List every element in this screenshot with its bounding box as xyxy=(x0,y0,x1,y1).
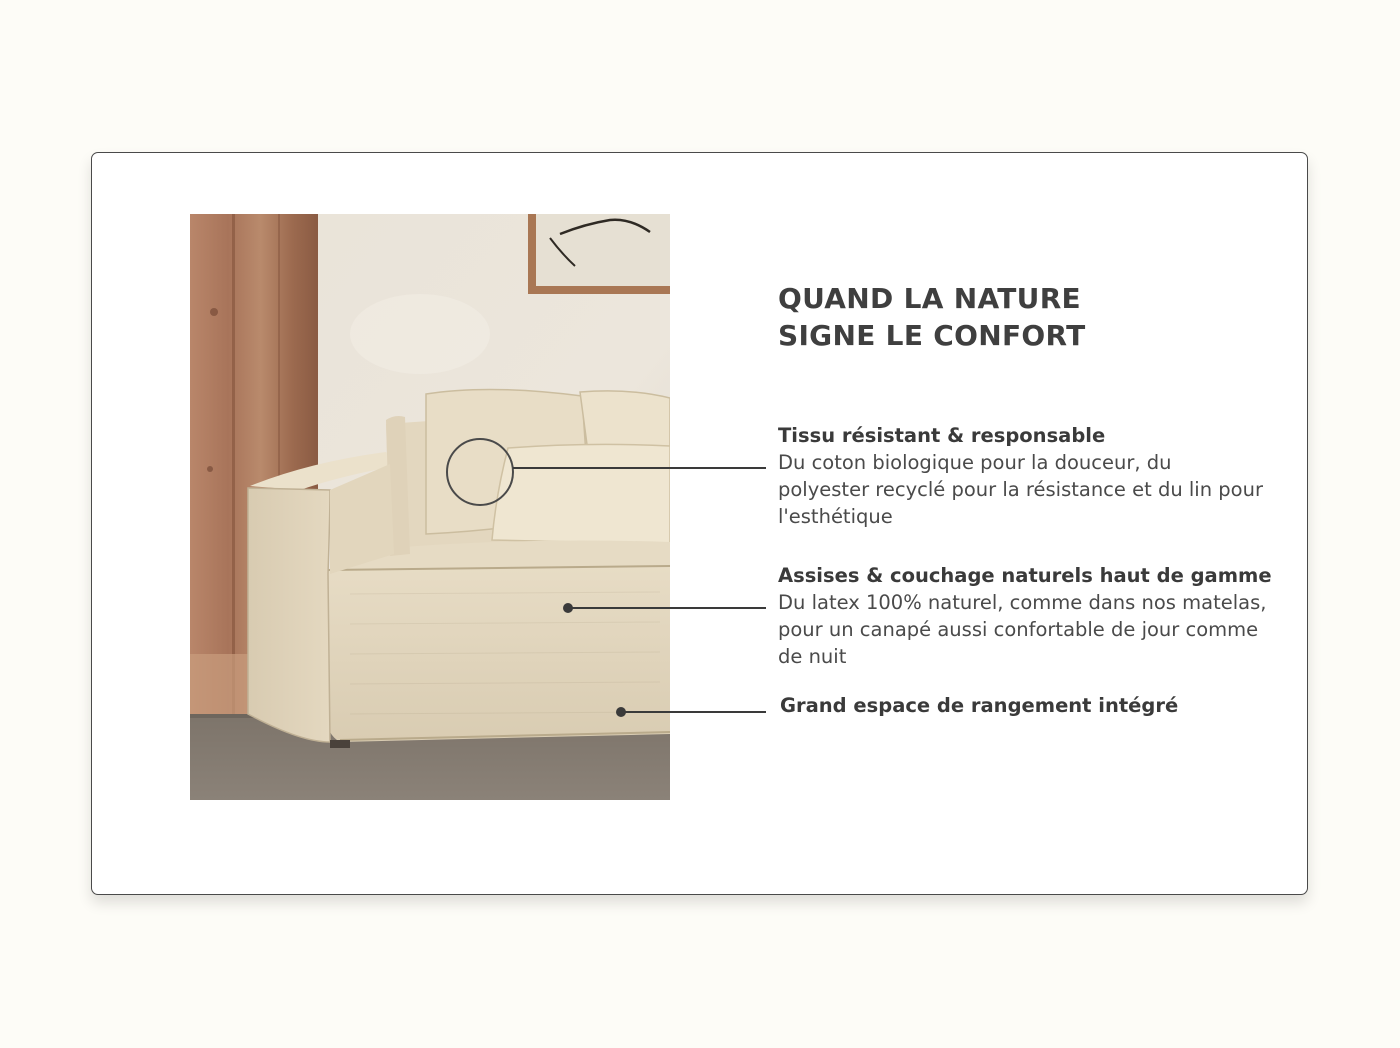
feature-fabric-title: Tissu résistant & responsable xyxy=(778,424,1106,447)
page-title-line-2: SIGNE LE CONFORT xyxy=(778,319,1086,352)
feature-seating-description: Du latex 100% naturel, comme dans nos matelas, pour un canapé aussi confortable de jour comme de nuit xyxy=(778,591,1267,668)
feature-seating-title: Assises & couchage naturels haut de gamme xyxy=(778,564,1272,587)
feature-storage-title: Grand espace de rangement intégré xyxy=(780,694,1179,717)
feature-seating xyxy=(778,562,1278,670)
feature-fabric-description: Du coton biologique pour la douceur, du polyester recyclé pour la résistance et du lin pour l'esthétique xyxy=(778,451,1263,528)
feature-storage xyxy=(780,692,1280,719)
page-title-line-1: QUAND LA NATURE xyxy=(778,282,1081,315)
feature-fabric xyxy=(778,422,1278,530)
page-title xyxy=(778,280,1086,354)
sofa-photo xyxy=(190,214,670,800)
